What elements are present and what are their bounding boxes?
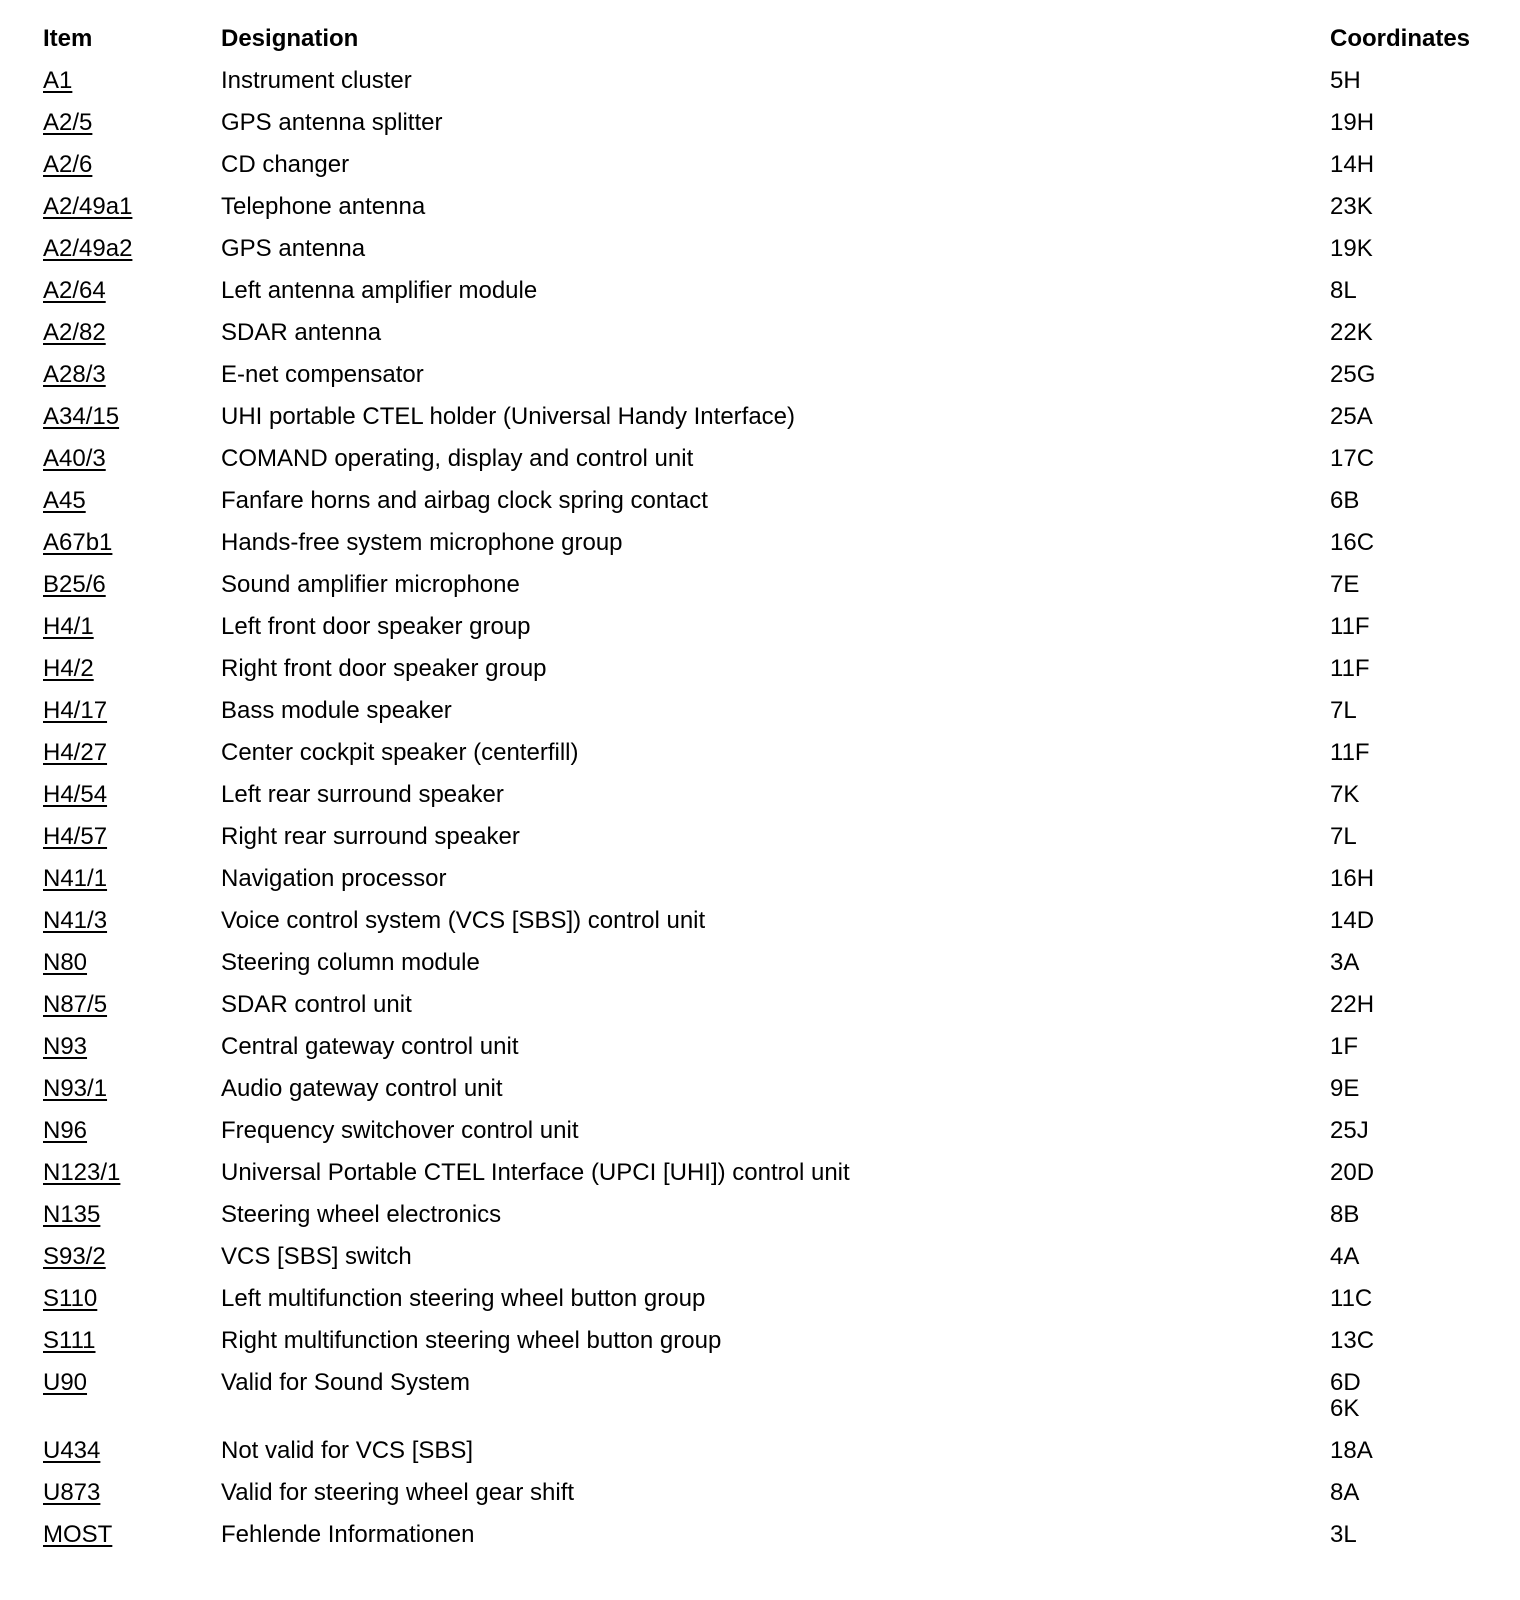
item-link[interactable]: H4/27: [43, 739, 108, 766]
designation-cell: SDAR antenna: [221, 319, 382, 346]
designation-cell: Fanfare horns and airbag clock spring contact: [221, 487, 708, 514]
item-link[interactable]: N41/3: [43, 907, 108, 934]
designation-cell: Steering wheel electronics: [221, 1201, 502, 1228]
item-link[interactable]: N96: [43, 1117, 88, 1144]
table-row: [0, 1438, 1520, 1480]
table-row: [0, 1118, 1520, 1160]
coordinate-value: 11C: [1330, 1285, 1373, 1312]
coordinate-value: 4A: [1330, 1243, 1360, 1270]
coordinate-value: 8A: [1330, 1479, 1360, 1506]
table-row: [0, 152, 1520, 194]
table-row: [0, 866, 1520, 908]
item-link[interactable]: U434: [43, 1437, 101, 1464]
item-link[interactable]: S110: [43, 1285, 98, 1312]
coordinate-value: 7K: [1330, 781, 1360, 808]
designation-cell: CD changer: [221, 151, 350, 178]
coordinates-cell: [1330, 530, 1374, 556]
designation-cell: Central gateway control unit: [221, 1033, 519, 1060]
coordinate-value: 13C: [1330, 1327, 1375, 1354]
coordinates-cell: [1330, 236, 1373, 262]
item-link[interactable]: A2/49a2: [43, 235, 133, 262]
coordinates-cell: [1330, 698, 1357, 724]
designation-cell: Frequency switchover control unit: [221, 1117, 579, 1144]
table-row: [0, 992, 1520, 1034]
item-link[interactable]: H4/1: [43, 613, 94, 640]
item-link[interactable]: A28/3: [43, 361, 106, 388]
item-link[interactable]: A2/49a1: [43, 193, 133, 220]
coordinates-cell: [1330, 488, 1359, 514]
designation-cell: Right multifunction steering wheel button group: [221, 1327, 722, 1354]
coordinates-cell: [1330, 1160, 1374, 1186]
coordinates-cell: [1330, 320, 1373, 346]
table-row: [0, 110, 1520, 152]
coordinates-cell: [1330, 194, 1373, 220]
item-link[interactable]: B25/6: [43, 571, 106, 598]
coordinate-value: 9E: [1330, 1075, 1360, 1102]
table-body: [0, 68, 1520, 1564]
designation-cell: Steering column module: [221, 949, 480, 976]
table-row: [0, 1034, 1520, 1076]
item-link[interactable]: A40/3: [43, 445, 106, 472]
coordinate-value: 25A: [1330, 403, 1373, 430]
item-link[interactable]: N93/1: [43, 1075, 108, 1102]
table-row: [0, 1202, 1520, 1244]
item-link[interactable]: A34/15: [43, 403, 120, 430]
table-row: [0, 1370, 1520, 1438]
item-link[interactable]: A2/6: [43, 151, 93, 178]
coordinates-cell: [1330, 1286, 1372, 1312]
coordinates-cell: [1330, 110, 1374, 136]
column-header-item: Item: [43, 25, 93, 52]
designation-cell: Voice control system (VCS [SBS]) control unit: [221, 907, 706, 934]
coordinates-cell: [1330, 572, 1359, 598]
table-row: [0, 1328, 1520, 1370]
coordinates-cell: [1330, 656, 1370, 682]
table-row: [0, 278, 1520, 320]
designation-cell: Valid for steering wheel gear shift: [221, 1479, 575, 1506]
table-row: [0, 362, 1520, 404]
designation-cell: Valid for Sound System: [221, 1369, 471, 1396]
designation-cell: Instrument cluster: [221, 67, 412, 94]
coordinate-value: 7L: [1330, 823, 1357, 850]
table-row: [0, 950, 1520, 992]
coordinates-cell: [1330, 950, 1359, 976]
designation-cell: Left antenna amplifier module: [221, 277, 538, 304]
table-row: [0, 572, 1520, 614]
coordinate-value: 3A: [1330, 949, 1360, 976]
coordinate-value: 18A: [1330, 1437, 1373, 1464]
coordinate-value: 8L: [1330, 277, 1357, 304]
coordinates-cell: [1330, 992, 1374, 1018]
coordinate-value: 3L: [1330, 1521, 1357, 1548]
coordinate-value: 23K: [1330, 193, 1373, 220]
coordinates-cell: [1330, 1328, 1374, 1354]
coordinates-cell: [1330, 1370, 1361, 1422]
item-link[interactable]: MOST: [43, 1521, 113, 1548]
table-row: [0, 908, 1520, 950]
coordinates-cell: [1330, 362, 1375, 388]
item-link[interactable]: H4/2: [43, 655, 94, 682]
coordinate-value: 25G: [1330, 361, 1376, 388]
designation-cell: Telephone antenna: [221, 193, 426, 220]
designation-cell: Universal Portable CTEL Interface (UPCI [UHI]) control unit: [221, 1159, 850, 1186]
designation-cell: Center cockpit speaker (centerfill): [221, 739, 579, 766]
item-link[interactable]: H4/17: [43, 697, 108, 724]
coordinates-cell: [1330, 824, 1357, 850]
table-row: [0, 824, 1520, 866]
coordinates-cell: [1330, 740, 1370, 766]
coordinate-value: 11F: [1330, 655, 1370, 682]
designation-cell: GPS antenna splitter: [221, 109, 443, 136]
coordinate-value: 14D: [1330, 907, 1375, 934]
coordinate-value: 25J: [1330, 1117, 1369, 1144]
coordinates-cell: [1330, 68, 1361, 94]
item-link[interactable]: S111: [43, 1327, 96, 1354]
table-row: [0, 236, 1520, 278]
coordinates-cell: [1330, 1244, 1359, 1270]
coordinate-value: 6B: [1330, 487, 1360, 514]
coordinates-cell: [1330, 278, 1357, 304]
table-row: [0, 404, 1520, 446]
designation-cell: UHI portable CTEL holder (Universal Handy Interface): [221, 403, 796, 430]
item-link[interactable]: U873: [43, 1479, 101, 1506]
item-link[interactable]: A2/82: [43, 319, 106, 346]
designation-cell: Left multifunction steering wheel button group: [221, 1285, 706, 1312]
coordinates-cell: [1330, 1034, 1358, 1060]
coordinates-cell: [1330, 1522, 1357, 1548]
coordinate-value: 22K: [1330, 319, 1373, 346]
table-row: [0, 1522, 1520, 1564]
table-row: [0, 614, 1520, 656]
coordinate-value: 11F: [1330, 613, 1370, 640]
coordinate-value: 17C: [1330, 445, 1375, 472]
designation-cell: COMAND operating, display and control unit: [221, 445, 694, 472]
coordinate-value: 8B: [1330, 1201, 1360, 1228]
coordinates-cell: [1330, 446, 1374, 472]
coordinates-cell: [1330, 1438, 1373, 1464]
table-row: [0, 656, 1520, 698]
coordinate-value: 5H: [1330, 67, 1361, 94]
designation-cell: Bass module speaker: [221, 697, 452, 724]
item-link[interactable]: N93: [43, 1033, 88, 1060]
coordinate-value: 19K: [1330, 235, 1373, 262]
coordinate-value: 6D: [1330, 1369, 1361, 1396]
item-link[interactable]: A1: [43, 67, 73, 94]
coordinate-value: 11F: [1330, 739, 1370, 766]
table-row: [0, 68, 1520, 110]
table-row: [0, 1160, 1520, 1202]
item-link[interactable]: S93/2: [43, 1243, 106, 1270]
designation-cell: Sound amplifier microphone: [221, 571, 520, 598]
item-link[interactable]: N87/5: [43, 991, 108, 1018]
designation-cell: GPS antenna: [221, 235, 366, 262]
coordinates-cell: [1330, 404, 1373, 430]
designation-cell: Right front door speaker group: [221, 655, 547, 682]
coordinate-value: 22H: [1330, 991, 1375, 1018]
coordinate-value: 14H: [1330, 151, 1375, 178]
item-link[interactable]: H4/57: [43, 823, 108, 850]
table-row: [0, 1480, 1520, 1522]
coordinate-value: 20D: [1330, 1159, 1375, 1186]
coordinates-cell: [1330, 866, 1374, 892]
coordinate-value: 16H: [1330, 865, 1375, 892]
table-row: [0, 320, 1520, 362]
item-link[interactable]: N123/1: [43, 1159, 121, 1186]
table-row: [0, 740, 1520, 782]
table-row: [0, 698, 1520, 740]
table-row: [0, 1286, 1520, 1328]
coordinates-cell: [1330, 152, 1374, 178]
item-link[interactable]: N80: [43, 949, 88, 976]
column-header-designation: Designation: [221, 25, 359, 52]
designation-cell: VCS [SBS] switch: [221, 1243, 412, 1270]
item-link[interactable]: A67b1: [43, 529, 113, 556]
coordinates-cell: [1330, 614, 1370, 640]
designation-cell: Left rear surround speaker: [221, 781, 504, 808]
item-link[interactable]: A2/5: [43, 109, 93, 136]
header-row: [0, 26, 1520, 68]
coordinate-value: 7E: [1330, 571, 1360, 598]
column-header-coordinates: Coordinates: [1330, 25, 1471, 52]
designation-cell: Not valid for VCS [SBS]: [221, 1437, 474, 1464]
designation-cell: SDAR control unit: [221, 991, 412, 1018]
coordinates-cell: [1330, 908, 1374, 934]
item-link[interactable]: U90: [43, 1369, 88, 1396]
coordinates-cell: [1330, 1076, 1359, 1102]
coordinate-value: 1F: [1330, 1033, 1359, 1060]
table-row: [0, 1244, 1520, 1286]
table-row: [0, 194, 1520, 236]
coordinates-cell: [1330, 1118, 1369, 1144]
designation-cell: Right rear surround speaker: [221, 823, 520, 850]
designation-cell: Fehlende Informationen: [221, 1521, 475, 1548]
coordinates-cell: [1330, 782, 1359, 808]
coordinates-cell: [1330, 1202, 1359, 1228]
table-row: [0, 530, 1520, 572]
table-row: [0, 1076, 1520, 1118]
item-link[interactable]: A2/64: [43, 277, 106, 304]
item-link[interactable]: H4/54: [43, 781, 108, 808]
table-row: [0, 446, 1520, 488]
item-link[interactable]: N41/1: [43, 865, 108, 892]
designation-cell: Left front door speaker group: [221, 613, 531, 640]
designation-cell: Navigation processor: [221, 865, 447, 892]
coordinate-value: 19H: [1330, 109, 1375, 136]
coordinate-value: 7L: [1330, 697, 1357, 724]
coordinate-value: 16C: [1330, 529, 1375, 556]
table-row: [0, 782, 1520, 824]
designation-cell: Audio gateway control unit: [221, 1075, 503, 1102]
table-row: [0, 488, 1520, 530]
designation-cell: Hands-free system microphone group: [221, 529, 623, 556]
item-link[interactable]: N135: [43, 1201, 101, 1228]
coordinates-cell: [1330, 1480, 1359, 1506]
designation-cell: E-net compensator: [221, 361, 424, 388]
coordinate-value: 6K: [1330, 1395, 1360, 1422]
item-link[interactable]: A45: [43, 487, 86, 514]
